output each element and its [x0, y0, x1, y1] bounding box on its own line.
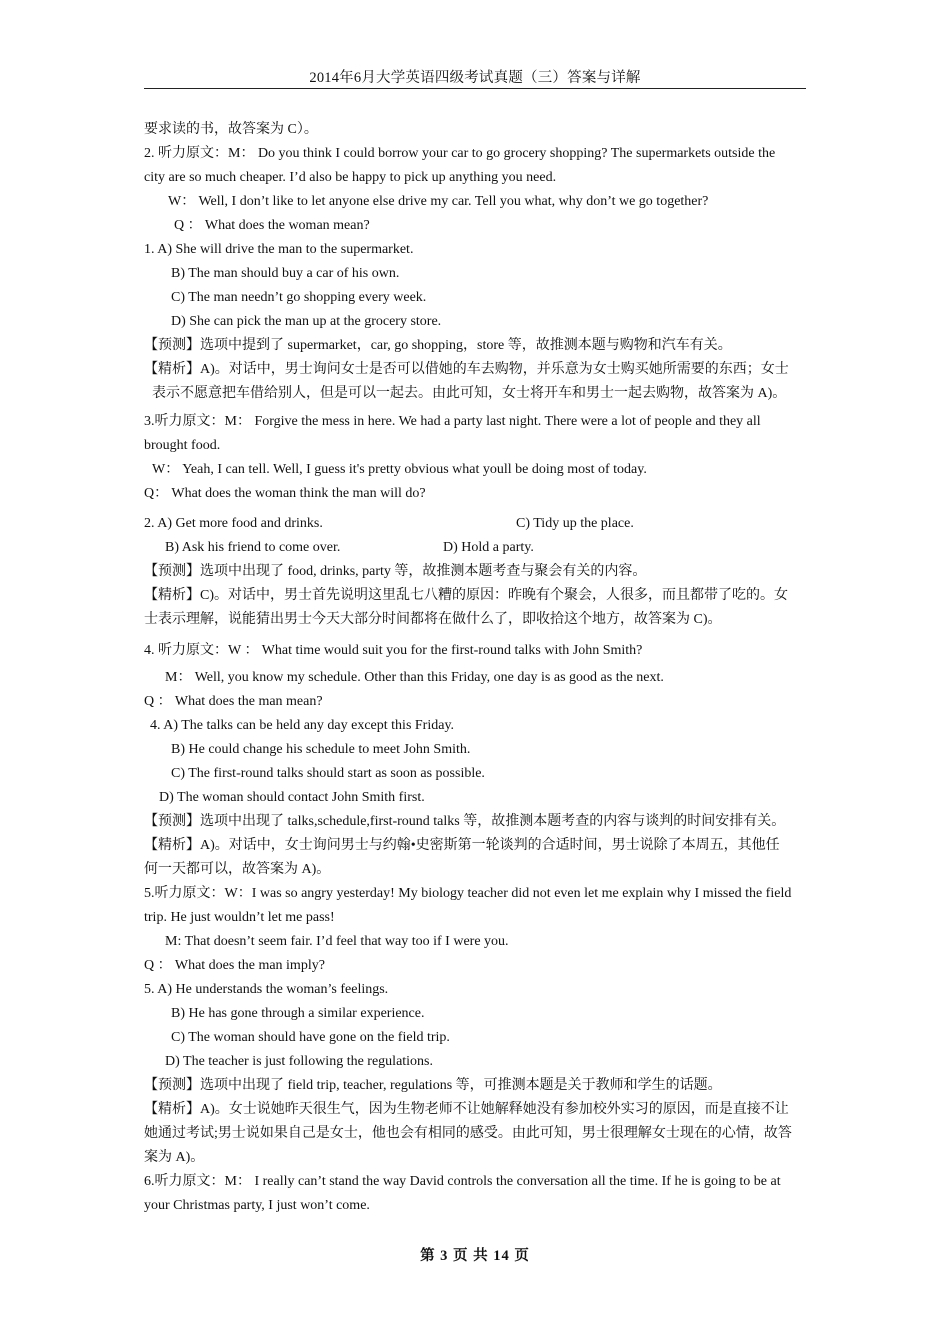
text-line: D) The woman should contact John Smith first. — [159, 790, 425, 805]
text-line: 【预测】选项中出现了 food, drinks, party 等，故推测本题考查与聚会有关的内容。 — [144, 564, 647, 579]
text-line: Q ： What does the man mean? — [144, 694, 323, 709]
text-line: 4. A) The talks can be held any day except this Friday. — [150, 718, 455, 733]
text-line: 【精析】A)。女士说她昨天很生气，因为生物老师不让她解释她没有参加校外实习的原因，而是直接不让 — [144, 1102, 789, 1117]
text-line: M： Well, you know my schedule. Other than this Friday, one day is as good as the next. — [165, 670, 664, 685]
text-line: D) She can pick the man up at the grocery store. — [171, 314, 442, 329]
text-line: 她通过考试;男士说如果自己是女士，他也会有相同的感受。由此可知，男士很理解女士现在的心情，故答 — [144, 1126, 792, 1141]
text-line: 【预测】选项中提到了 supermarket，car, go shopping，store 等，故推测本题与购物和汽车有关。 — [144, 338, 732, 353]
text-line: 表示不愿意把车借给别人，但是可以一起去。由此可知，女士将开车和男士一起去购物，故答案为 A)。 — [152, 386, 787, 401]
text-line: B) He could change his schedule to meet John Smith. — [171, 742, 471, 757]
text-line: B) The man should buy a car of his own. — [171, 266, 400, 281]
text-line: Q： What does the woman think the man will do? — [144, 486, 426, 501]
text-line: 5. A) He understands the woman’s feelings. — [144, 982, 389, 997]
text-line: B) Ask his friend to come over. — [165, 540, 341, 555]
text-line: 2. A) Get more food and drinks. — [144, 516, 323, 531]
text-line: 6.听力原文：M： I really can’t stand the way David controls the conversation all the time. If he is going to be at — [144, 1174, 781, 1189]
page-number-footer: 第 3 页 共 14 页 — [420, 1248, 530, 1264]
text-line: B) He has gone through a similar experience. — [171, 1006, 425, 1021]
text-line: M: That doesn’t seem fair. I’d feel that way too if I were you. — [165, 934, 509, 949]
text-line: 4. 听力原文：W ： What time would suit you for the first-round talks with John Smith? — [144, 643, 643, 658]
text-line: 士表示理解，说能猜出男士今天大部分时间都将在做什么了，即收拾这个地方，故答案为 C)。 — [144, 612, 722, 627]
text-line: 【精析】C)。对话中，男士首先说明这里乱七八糟的原因：昨晚有个聚会，人很多，而且都带了吃的。女 — [144, 588, 788, 603]
page-header-title: 2014年6月大学英语四级考试真题（三）答案与详解 — [309, 70, 641, 86]
text-line: 2. 听力原文：M： Do you think I could borrow your car to go grocery shopping? The supermarkets outside the — [144, 146, 776, 161]
text-line: your Christmas party, I just won’t come. — [144, 1198, 370, 1213]
text-line: 【精析】A)。对话中，男士询问女士是否可以借她的车去购物，并乐意为女士购买她所需要的东西；女士 — [144, 362, 789, 377]
text-line: 【精析】A)。对话中，女士询问男士与约翰•史密斯第一轮谈判的合适时间，男士说除了本周五，其他任 — [144, 838, 780, 853]
text-line: city are so much cheaper. I’d also be happy to pick up anything you need. — [144, 170, 557, 185]
text-line: W： Well, I don’t like to let anyone else drive my car. Tell you what, why don’t we go together? — [168, 194, 709, 209]
text-line: C) The woman should have gone on the field trip. — [171, 1030, 450, 1045]
text-line: 何一天都可以，故答案为 A)。 — [144, 862, 331, 877]
text-line: 【预测】选项中出现了 field trip, teacher, regulations 等，可推测本题是关于教师和学生的话题。 — [144, 1078, 722, 1093]
text-line: Q ： What does the woman mean? — [174, 218, 370, 233]
text-line: D) The teacher is just following the regulations. — [165, 1054, 434, 1069]
text-line: 【预测】选项中出现了 talks,schedule,first-round talks 等，故推测本题考查的内容与谈判的时间安排有关。 — [144, 814, 786, 829]
text-line: trip. He just wouldn’t let me pass! — [144, 910, 335, 925]
text-line: 5.听力原文：W：I was so angry yesterday! My biology teacher did not even let me explain why I missed the field — [144, 886, 792, 901]
text-line: C) Tidy up the place. — [516, 516, 634, 531]
header-rule — [144, 88, 806, 89]
text-line: W： Yeah, I can tell. Well, I guess it's pretty obvious what youll be doing most of today. — [152, 462, 647, 477]
text-line: 要求读的书，故答案为 C）。 — [144, 122, 318, 137]
text-line: Q ： What does the man imply? — [144, 958, 325, 973]
text-line: 1. A) She will drive the man to the supermarket. — [144, 242, 414, 257]
text-line: C) The man needn’t go shopping every week. — [171, 290, 427, 305]
text-line: 案为 A)。 — [144, 1150, 205, 1165]
text-line: brought food. — [144, 438, 221, 453]
text-line: D) Hold a party. — [443, 540, 534, 555]
text-line: 3.听力原文：M： Forgive the mess in here. We had a party last night. There were a lot of people and they all — [144, 414, 761, 429]
text-line: C) The first-round talks should start as soon as possible. — [171, 766, 485, 781]
